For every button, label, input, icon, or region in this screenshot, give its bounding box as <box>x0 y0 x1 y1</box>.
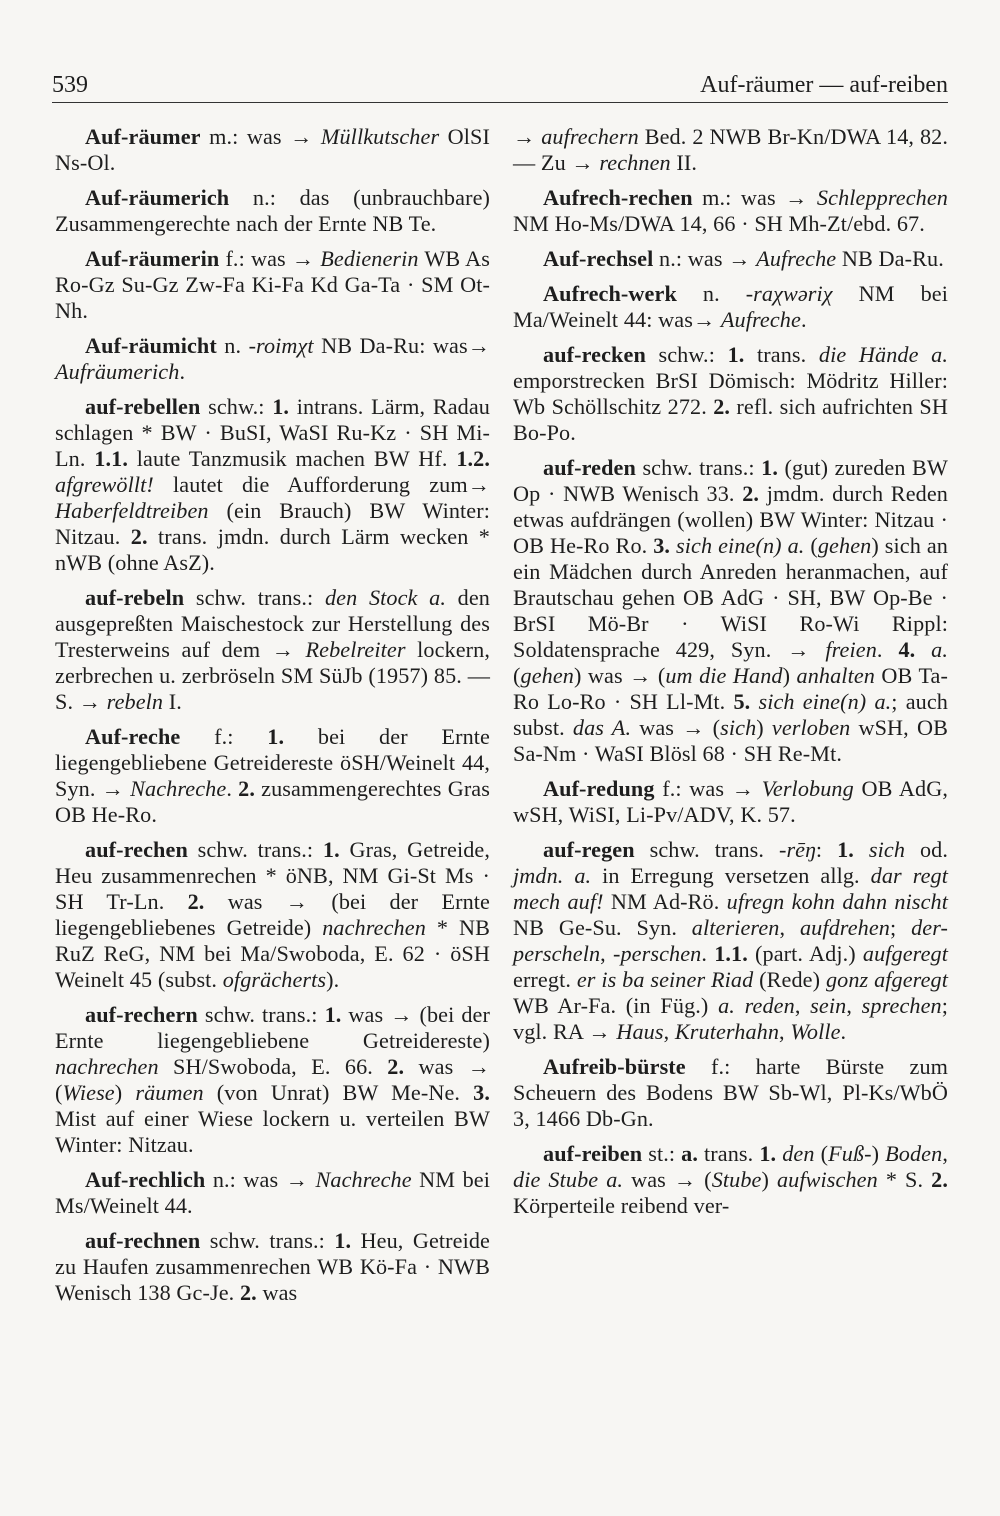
dictionary-entry <box>513 342 948 446</box>
dictionary-entry <box>55 1167 490 1219</box>
entry-headword: auf-regen <box>543 837 635 862</box>
entry-headword: Auf-rechlich <box>85 1167 206 1192</box>
entry-headword: auf-rebeln <box>85 585 185 610</box>
dictionary-entry <box>55 246 490 324</box>
dictionary-entry <box>513 837 948 1045</box>
entry-body: schw.: 1. intrans. Lärm, Radau schlagen * BW · BuSI, WaSI Ru-Kz · SH Mi-Ln. 1.1. laute Tanzmusik machen BW Hf. 1.2. afgrewöllt! lautet die Aufforderung zum→ Haberfeldtreiben (ein Brauch) BW Winter: Nitzau. 2. trans. jmdn. durch Lärm wecken * nWB (ohne AsZ). <box>55 394 490 575</box>
dictionary-entry <box>55 1002 490 1158</box>
dictionary-entry <box>55 585 490 715</box>
entry-headword: Aufreib-bürste <box>543 1054 686 1079</box>
dictionary-entry <box>513 1054 948 1132</box>
right-column <box>513 124 948 1228</box>
dictionary-entry <box>513 124 948 176</box>
entry-headword: Aufrech-rechen <box>543 185 693 210</box>
entry-body: m.: was → Müllkutscher OlSI Ns-Ol. <box>55 124 490 175</box>
page-number: 539 <box>52 72 88 98</box>
entry-body: f.: harte Bürste zum Scheuern des Bodens BW Sb-Wl, Pl-Ks/WbÖ 3, 1466 Db-Gn. <box>513 1054 948 1131</box>
entry-headword: Auf-räumer <box>85 124 201 149</box>
entry-body: schw. trans.: den Stock a. den ausgepreßten Maischestock zur Herstellung des Tresterweins auf dem → Rebelreiter lockern, zerbrechen u. zerbröseln SM SüJb (1957) 85. — S. → rebeln I. <box>55 585 490 714</box>
dictionary-entry <box>55 394 490 576</box>
dictionary-entry <box>55 1228 490 1306</box>
entry-headword: Auf-rechsel <box>543 246 654 271</box>
entry-headword: Auf-redung <box>543 776 655 801</box>
page-header <box>52 70 948 103</box>
entry-body: n.: was → Nachreche NM bei Ms/Weinelt 44. <box>55 1167 490 1218</box>
entry-body: → aufrechern Bed. 2 NWB Br-Kn/DWA 14, 82. — Zu → rechnen II. <box>513 124 949 175</box>
dictionary-entry <box>513 455 948 767</box>
entry-body: f.: was → Bedienerin WB As Ro-Gz Su-Gz Zw-Fa Ki-Fa Kd Ga-Ta · SM Ot-Nh. <box>55 246 491 323</box>
dictionary-entry <box>513 776 948 828</box>
dictionary-entry <box>55 333 490 385</box>
entry-headword: auf-recken <box>543 342 646 367</box>
entry-headword: auf-reiben <box>543 1141 643 1166</box>
entry-body: n.: das (unbrauchbare) Zusammengerechte nach der Ernte NB Te. <box>55 185 491 236</box>
entry-body: schw. trans. -rēŋ: 1. sich od. jmdn. a. in Erregung versetzen allg. dar regt mech auf! NM Ad-Rö. ufregn kohn dahn nischt NB Ge-Su. Syn. alterieren, aufdrehen; der-perscheln, -perschen. 1.1. (part. Adj.) aufgeregt erregt. er is ba seiner Riad (Rede) gonz afgeregt WB Ar-Fa. (in Füg.) a. reden, sein, sprechen; vgl. RA → Haus, Kruterhahn, Wolle. <box>513 837 949 1044</box>
entry-body: n. -raχwəriχ NM bei Ma/Weinelt 44: was→ Aufreche. <box>513 281 948 332</box>
dictionary-entry <box>513 281 948 333</box>
entry-body: n.: was → Aufreche NB Da-Ru. <box>659 246 944 271</box>
entry-body: st.: a. trans. 1. den (Fuß-) Boden, die Stube a. was → (Stube) aufwischen * S. 2. Körperteile reibend ver- <box>513 1141 948 1218</box>
entry-body: f.: was → Verlobung OB AdG, wSH, WiSI, Li-Pv/ADV, K. 57. <box>513 776 948 827</box>
entry-headword: auf-rebellen <box>85 394 201 419</box>
entry-headword: Auf-reche <box>85 724 181 749</box>
entry-body: schw. trans.: 1. Gras, Getreide, Heu zusammenrechen * öNB, NM Gi-St Ms · SH Tr-Ln. 2. was → (bei der Ernte liegengebliebenes Getreide) nachrechen * NB RuZ ReG, NM bei Ma/Swoboda, E. 62 · öSH Weinelt 45 (subst. ofgrächerts). <box>55 837 491 992</box>
entry-body: schw.: 1. trans. die Hände a. emporstrecken BrSI Dömisch: Mödritz Hiller: Wb Schöllschitz 272. 2. refl. sich aufrichten SH Bo-Po. <box>513 342 948 445</box>
entry-body: f.: 1. bei der Ernte liegengebliebene Getreidereste öSH/Weinelt 44, Syn. → Nachreche. 2. zusammengerechtes Gras OB He-Ro. <box>55 724 490 827</box>
dictionary-entry <box>513 1141 948 1219</box>
entry-body: schw. trans.: 1. was → (bei der Ernte liegengebliebene Getreidereste) nachrechen SH/Swoboda, E. 66. 2. was → (Wiese) räumen (von Unrat) BW Me-Ne. 3. Mist auf einer Wiese lockern u. verteilen BW Winter: Nitzau. <box>55 1002 490 1157</box>
running-title: Auf-räumer — auf-reiben <box>700 72 948 98</box>
dictionary-entry <box>55 185 490 237</box>
entry-body: m.: was → Schlepprechen NM Ho-Ms/DWA 14, 66 · SH Mh-Zt/ebd. 67. <box>513 185 948 236</box>
dictionary-entry <box>55 124 490 176</box>
entry-headword: Auf-räumicht <box>85 333 217 358</box>
entry-headword: Auf-räumerich <box>85 185 230 210</box>
entry-headword: auf-reden <box>543 455 636 480</box>
dictionary-entry <box>55 724 490 828</box>
dictionary-entry <box>513 185 948 237</box>
entry-headword: Aufrech-werk <box>543 281 677 306</box>
entry-headword: Auf-räumerin <box>85 246 220 271</box>
entry-headword: auf-rechen <box>85 837 188 862</box>
left-column <box>55 124 490 1315</box>
entry-body: n. -roimχt NB Da-Ru: was→ Aufräumerich. <box>55 333 490 384</box>
entry-headword: auf-rechnen <box>85 1228 201 1253</box>
entry-headword: auf-rechern <box>85 1002 198 1027</box>
dictionary-entry <box>55 837 490 993</box>
dictionary-entry <box>513 246 948 272</box>
entry-body: schw. trans.: 1. (gut) zureden BW Op · NWB Wenisch 33. 2. jmdm. durch Reden etwas aufdrängen (wollen) BW Winter: Nitzau · OB He-Ro Ro. 3. sich eine(n) a. (gehen) sich an ein Mädchen durch Anreden heranmachen, auf Brautschau gehen OB AdG · SH, BW Op-Be · BrSI Mö-Br · WiSI Ro-Wi Rippl: Soldatensprache 429, Syn. → freien. 4. a. (gehen) was → (um die Hand) anhalten OB Ta-Ro Lo-Ro · SH Ll-Mt. 5. sich eine(n) a.; auch subst. das A. was → (sich) verloben wSH, OB Sa-Nm · WaSI Blösl 68 · SH Re-Mt. <box>513 455 948 766</box>
entry-body: schw. trans.: 1. Heu, Getreide zu Haufen zusammenrechen WB Kö-Fa · NWB Wenisch 138 Gc-Je. 2. was <box>55 1228 491 1305</box>
